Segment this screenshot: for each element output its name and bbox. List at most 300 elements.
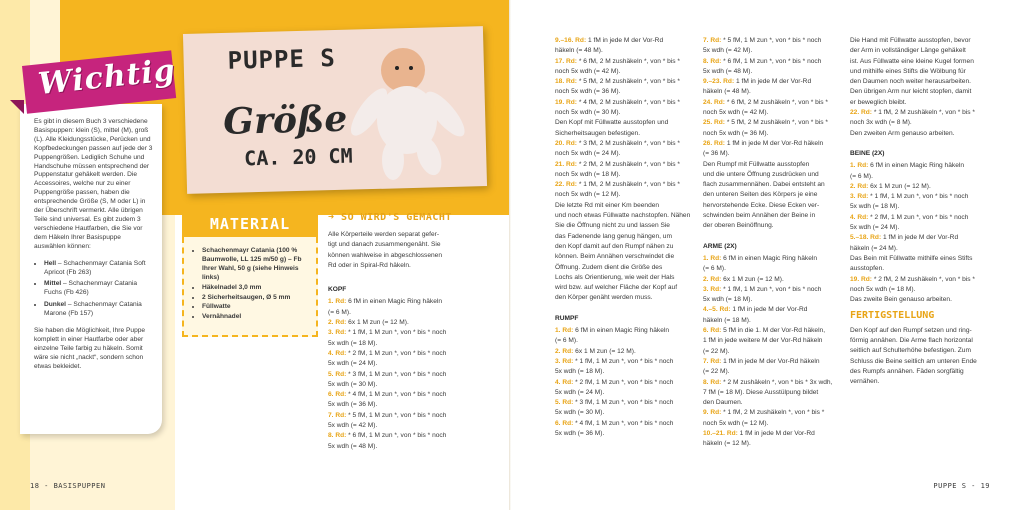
instruction-text: 5x wdh (= 18 M). <box>703 296 753 304</box>
instruction-text: * 1 fM, 1 M zun *, von * bis * noch <box>721 285 822 293</box>
instruction-text: * 3 fM, 1 M zun *, von * bis * noch <box>573 399 674 407</box>
instruction-line <box>555 201 705 211</box>
instruction-text: * 2 fM, 2 M zushäkeln *, von * bis * <box>871 275 975 283</box>
instruction-text: noch 5x wdh (= 12 M). <box>555 191 621 199</box>
instruction-text: Den Rumpf mit Füllwatte ausstopfen <box>703 160 810 168</box>
instruction-line <box>703 264 848 274</box>
instruction-text: noch 5x wdh (= 30 M). <box>555 109 621 117</box>
instruction-line <box>328 370 488 380</box>
instruction-line <box>555 36 705 46</box>
arme-continued <box>850 36 1000 139</box>
round-number: 7. Rd: <box>703 357 722 365</box>
round-number: 1. Rd: <box>555 327 574 335</box>
instruction-line <box>555 242 705 252</box>
instruction-text: 6 fM in einen Magic Ring häkeln <box>346 298 442 306</box>
round-number: 7. Rd: <box>703 37 722 44</box>
instruction-line <box>328 421 488 431</box>
instruction-text: den Daumen. <box>703 399 743 407</box>
instruction-line <box>703 367 848 377</box>
kopf-list <box>328 297 488 451</box>
instruction-text: (= 6 M). <box>328 308 351 316</box>
instruction-text: * 1 fM, 2 M zushäkeln *, von * bis * <box>871 109 975 117</box>
instruction-line <box>850 295 1000 305</box>
instruction-line <box>555 211 705 221</box>
instruction-text: 1 fM in jede M der Vor-Rd <box>734 78 812 86</box>
instruction-line <box>555 378 705 388</box>
instruction-text: der Arm in vollständiger Länge gehäkelt <box>850 47 966 55</box>
instruction-text: häkeln (= 18 M). <box>703 316 751 324</box>
instruction-line <box>555 336 705 346</box>
so-wirds-heading: ➜ SO WIRD'S GEMACHT <box>328 212 452 223</box>
instruction-text: Die Hand mit Füllwatte ausstopfen, bevor <box>850 37 971 44</box>
instruction-line <box>555 160 705 170</box>
instruction-text: * 1 fM, 1 M zun *, von * bis * noch <box>573 357 674 365</box>
instruction-text: 5x wdh (= 30 M). <box>555 409 605 417</box>
instruction-text: und mithilfe eines Stifts die Wölbung für <box>850 67 966 75</box>
instruction-line <box>555 108 705 118</box>
instruction-line <box>850 118 1000 128</box>
instruction-text: 5x wdh (= 18 M). <box>328 339 378 347</box>
instruction-line <box>703 419 848 429</box>
instruction-line <box>703 129 848 139</box>
instruction-line <box>555 357 705 367</box>
instruction-text: 5x wdh (= 24 M). <box>555 388 605 396</box>
instruction-text: den Körper genäht werden muss. <box>555 294 653 302</box>
instruction-text: * 1 fM, 2 M zushäkeln *, von * bis * <box>721 409 825 417</box>
instruction-line <box>555 170 705 180</box>
instruction-text: Den Kopf auf den Rumpf setzen und ring- <box>850 326 972 334</box>
round-number: 4.–5. Rd: <box>703 306 731 314</box>
instruction-line <box>328 411 488 421</box>
round-number: 26. Rd: <box>703 139 725 147</box>
instruction-line <box>703 398 848 408</box>
instruction-line <box>555 283 705 293</box>
instruction-text: * 4 fM, 1 M zun *, von * bis * noch <box>573 419 674 427</box>
instruction-text: Lochs als Orientierung, wie weit der Hals <box>555 273 675 281</box>
instruction-line <box>555 326 705 336</box>
round-number: 5. Rd: <box>328 370 347 378</box>
instruction-line <box>555 429 705 439</box>
round-number: 8. Rd: <box>328 432 347 440</box>
instruction-line <box>850 129 1000 139</box>
instruction-text: Sicherheitsaugen befestigen. <box>555 129 641 137</box>
instruction-line <box>555 221 705 231</box>
instruction-text: * 5 fM, 1 M zun *, von * bis * noch <box>346 411 447 419</box>
board-title: PUPPE S <box>227 43 337 75</box>
instruction-text: * 2 fM, 1 M zun *, von * bis * noch <box>346 349 447 357</box>
instruction-line <box>850 57 1000 67</box>
instruction-text: noch 5x wdh (= 18 M). <box>555 170 621 178</box>
instruction-text: * 2 fM, 1 M zun *, von * bis * noch <box>868 213 969 221</box>
instruction-text: noch 3x wdh (= 8 M). <box>850 119 912 127</box>
material-item: • Vernähnadel <box>202 313 310 322</box>
instruction-line <box>555 129 705 139</box>
instruction-text: * 2 M zushäkeln *, von * bis * 3x wdh, <box>721 378 833 386</box>
instruction-line <box>555 139 705 149</box>
instruction-line <box>555 118 705 128</box>
round-number: 17. Rd: <box>555 57 577 65</box>
instruction-text: Den Kopf mit Füllwatte ausstopfen und <box>555 119 669 127</box>
instruction-line <box>555 57 705 67</box>
round-number: 22. Rd: <box>850 109 872 117</box>
instruction-text: * 1 fM, 1 M zun *, von * bis * noch <box>868 193 969 201</box>
instruction-line <box>703 67 848 77</box>
round-number: 19. Rd: <box>850 275 872 283</box>
instruction-text: Das zweite Bein genauso arbeiten. <box>850 296 952 304</box>
page-fold <box>509 0 511 510</box>
instruction-text: * 5 fM, 2 M zushäkeln *, von * bis * <box>576 78 680 86</box>
instruction-line <box>703 347 848 357</box>
instruction-line <box>555 273 705 283</box>
instruction-text: * 3 fM, 2 M zushäkeln *, von * bis * <box>576 139 680 147</box>
instruction-line <box>850 213 1000 223</box>
instruction-line <box>555 77 705 87</box>
column-4 <box>850 36 1000 388</box>
instruction-text: und noch etwas Füllwatte nachstopfen. Nähen <box>555 212 691 220</box>
round-number: 3. Rd: <box>703 285 722 293</box>
instruction-text: 1 fM in jede M der Vor-Rd <box>737 429 815 437</box>
instruction-text: 6 fM in einen Magic Ring häkeln <box>573 327 669 335</box>
skin-color-item: • Mittel – Schachenmayr Catania Fuchs (Fb 426) <box>44 280 154 298</box>
instruction-line <box>703 118 848 128</box>
round-number: 9. Rd: <box>703 409 722 417</box>
instruction-text: (= 36 M). <box>703 150 730 158</box>
instruction-line <box>850 223 1000 233</box>
instruction-text: Schluss die Beine seitlich am unteren Ende <box>850 357 977 365</box>
instruction-line <box>328 349 488 359</box>
instruction-text: 6 fM in einen Magic Ring häkeln <box>721 254 817 262</box>
instruction-line <box>328 339 488 349</box>
material-item: • Füllwatte <box>202 303 310 312</box>
instruction-line <box>328 328 488 338</box>
instruction-text: 6x 1 M zun (= 12 M). <box>346 319 409 327</box>
material-item: • 2 Sicherheitsaugen, Ø 5 mm <box>202 294 310 303</box>
instruction-line <box>703 190 848 200</box>
arme-heading: ARME (2X) <box>703 242 737 250</box>
instruction-text: Öffnung. Zudem dient die Größe des <box>555 263 663 271</box>
kopf-continued <box>555 36 705 304</box>
instruction-line <box>555 367 705 377</box>
instruction-text: 5x wdh (= 36 M). <box>555 429 605 437</box>
doll-photo <box>345 40 475 180</box>
round-number: 21. Rd: <box>555 160 577 168</box>
instruction-line <box>850 108 1000 118</box>
round-number: 22. Rd: <box>555 181 577 189</box>
instruction-text: * 1 fM, 1 M zun *, von * bis * noch <box>346 329 447 337</box>
instruction-line <box>328 359 488 369</box>
material-heading: MATERIAL <box>182 211 318 237</box>
instruction-text: vernähen. <box>850 378 880 386</box>
instruction-line <box>850 264 1000 274</box>
instruction-text: 6 fM in einen Magic Ring häkeln <box>868 162 964 170</box>
instruction-line <box>703 211 848 221</box>
instruction-line <box>703 180 848 190</box>
instruction-text: * 6 fM, 1 M zun *, von * bis * noch <box>721 57 822 65</box>
rumpf-list <box>555 326 705 439</box>
instruction-line <box>555 149 705 159</box>
round-number: 4. Rd: <box>328 349 347 357</box>
instruction-line <box>555 67 705 77</box>
text-line: Alle Körperteile werden separat gefer- <box>328 231 440 238</box>
instruction-line <box>328 380 488 390</box>
round-number: 8. Rd: <box>703 57 722 65</box>
instruction-line <box>328 400 488 410</box>
round-number: 3. Rd: <box>328 329 347 337</box>
instruction-line <box>703 388 848 398</box>
instruction-line <box>703 98 848 108</box>
instruction-line <box>555 388 705 398</box>
instruction-text: (= 22 M). <box>703 347 730 355</box>
instruction-text: 5x wdh (= 24 M). <box>850 224 900 232</box>
instruction-text: 6x 1 M zun (= 12 M). <box>721 275 784 283</box>
instruction-text: noch 5x wdh (= 36 M). <box>555 88 621 96</box>
instruction-line <box>703 139 848 149</box>
rumpf-heading: RUMPF <box>555 314 579 322</box>
instruction-line <box>555 408 705 418</box>
instruction-text: ausstopfen. <box>850 265 885 273</box>
instruction-line <box>328 297 488 307</box>
instruction-line <box>703 201 848 211</box>
round-number: 6. Rd: <box>328 391 347 399</box>
instruction-text: noch 5x wdh (= 12 M). <box>703 419 769 427</box>
instruction-line <box>703 46 848 56</box>
instruction-text: noch 5x wdh (= 42 M). <box>703 109 769 117</box>
instruction-text: * 5 fM, 2 M zushäkeln *, von * bis * <box>724 119 828 127</box>
column-3 <box>703 36 848 450</box>
instruction-line <box>555 419 705 429</box>
instruction-text: und die untere Öffnung zusdrücken und <box>703 170 819 178</box>
instruction-text: 5x wdh (= 18 M). <box>850 203 900 211</box>
instruction-text: (= 22 M). <box>703 368 730 376</box>
instruction-line <box>850 77 1000 87</box>
wichtig-intro: Es gibt in diesem Buch 3 verschiedene Basispuppen: klein (S), mittel (M), groß (L). Alle Kleidungsstücke, Perücken und Kopfbedeckungen passen auf jede der 3 Puppengrößen. Lediglich Schuhe und Handschuhe müssen entsprechend der Puppenstatur gehäkelt werden. Die Accessoires, welche nur zu einer Puppengröße passen, haben die entsprechende Größe (S, M oder L) in der Überschrift vermerkt. Alle übrigen Teile sind universal. Es gibt zudem 3 verschiedene Hautfarben, die Sie vor dem Häkeln Ihrer Basispuppe auswählen können: <box>34 118 153 250</box>
instruction-text: seitlich auf Schulterhöhe befestigen. Zum <box>850 347 971 355</box>
instruction-line <box>555 190 705 200</box>
instruction-text: 1 fM in jede M der Vor-Rd häkeln <box>724 139 824 147</box>
instruction-line <box>703 77 848 87</box>
instruction-text: förmig annähen. Die Arme flach horizontal <box>850 337 973 345</box>
round-number: 8. Rd: <box>703 378 722 386</box>
instruction-text: häkeln (= 12 M). <box>703 440 751 448</box>
round-number: 25. Rd: <box>703 119 725 127</box>
instruction-text: (= 6 M). <box>555 337 578 345</box>
instruction-line <box>850 377 1000 387</box>
text-line: tigt und danach zusammengenäht. Sie <box>328 241 441 249</box>
instruction-line <box>703 305 848 315</box>
intro-text <box>328 230 488 271</box>
instruction-line <box>703 295 848 305</box>
skin-color-item: • Dunkel – Schachenmayr Catania Marone (Fb 157) <box>44 301 154 319</box>
instruction-text: Den zweiten Arm genauso arbeiten. <box>850 129 955 137</box>
instruction-text: noch 5x wdh (= 18 M). <box>850 285 916 293</box>
instruction-text: 1 fM in jede M der Vor-Rd <box>881 234 959 242</box>
footer-left: 18 - BASISPUPPEN <box>30 482 106 490</box>
instruction-line <box>703 378 848 388</box>
text-line: Rd oder in Spiral-Rd häkeln. <box>328 261 411 269</box>
instruction-text: 1 fM in jede M der Vor-Rd <box>730 306 808 314</box>
instruction-text: Sie die Öffnung nicht zu und lassen Sie <box>555 222 670 230</box>
text-line: können wahlweise in abgeschlossenen <box>328 251 443 259</box>
instruction-line <box>850 275 1000 285</box>
instruction-text: * 6 fM, 1 M zun *, von * bis * noch <box>346 432 447 440</box>
beine-heading: BEINE (2X) <box>850 149 885 157</box>
instruction-text: den Daumen noch weiter herausarbeiten. <box>850 78 971 86</box>
instruction-text: 6x 1 M zun (= 12 M). <box>573 347 636 355</box>
instruction-line <box>703 57 848 67</box>
round-number: 2. Rd: <box>850 182 869 190</box>
instruction-text: können. Beim Annähen verschwindet die <box>555 253 675 261</box>
instruction-text: 5x wdh (= 48 M). <box>703 67 753 75</box>
material-box <box>182 237 318 337</box>
instruction-text: 5x wdh (= 24 M). <box>328 360 378 368</box>
instruction-text: 5x wdh (= 42 M). <box>703 47 753 55</box>
round-number: 19. Rd: <box>555 98 577 106</box>
instruction-text: * 2 fM, 2 M zushäkeln *, von * bis * <box>576 160 680 168</box>
instruction-text: häkeln (= 48 M). <box>555 47 603 55</box>
round-number: 3. Rd: <box>555 357 574 365</box>
instruction-line <box>850 357 1000 367</box>
instruction-text: 5 fM in die 1. M der Vor-Rd häkeln, <box>721 327 826 335</box>
instruction-text: den unteren Seiten des Körpers je eine <box>703 191 818 199</box>
instruction-text: 5x wdh (= 48 M). <box>328 442 378 450</box>
instruction-text: den Kopf damit auf den Rumpf nähen zu <box>555 242 674 250</box>
instruction-line <box>850 285 1000 295</box>
round-number: 1. Rd: <box>328 298 347 306</box>
ribbon-tail <box>10 100 24 114</box>
instruction-text: häkeln (= 48 M). <box>703 88 751 96</box>
round-number: 2. Rd: <box>555 347 574 355</box>
instruction-line <box>555 98 705 108</box>
column-2 <box>555 36 705 439</box>
instruction-line <box>850 98 1000 108</box>
instruction-line <box>328 431 488 441</box>
kopf-heading: KOPF <box>328 286 347 294</box>
round-number: 10.–21. Rd: <box>703 429 738 437</box>
instruction-line <box>328 308 488 318</box>
instruction-text: 5x wdh (= 18 M). <box>555 368 605 376</box>
instruction-text: * 4 fM, 1 M zun *, von * bis * noch <box>346 391 447 399</box>
instruction-text: 1 fM in jede M der Vor-Rd häkeln <box>721 357 820 365</box>
instruction-line <box>703 36 848 46</box>
instruction-text: er beweglich bleibt. <box>850 98 907 106</box>
round-number: 2. Rd: <box>703 275 722 283</box>
fertig-heading: FERTIGSTELLUNG <box>850 310 935 322</box>
instruction-text: des Rumpfs annähen. Fäden sorgfältig <box>850 367 964 375</box>
instruction-text: 1 fM in jede weitere M der Vor-Rd häkeln <box>703 337 823 345</box>
instruction-text: noch 5x wdh (= 36 M). <box>703 129 769 137</box>
instruction-line <box>555 263 705 273</box>
round-number: 6. Rd: <box>703 327 722 335</box>
instruction-line <box>555 46 705 56</box>
instruction-text: Die letzte Rd mit einer Km beenden <box>555 201 660 209</box>
round-number: 2. Rd: <box>328 319 347 327</box>
instruction-text: * 5 fM, 1 M zun *, von * bis * noch <box>721 37 822 44</box>
instruction-line <box>703 439 848 449</box>
instruction-text: der oberen Beinöffnung. <box>703 222 774 230</box>
instruction-line <box>850 244 1000 254</box>
instruction-line <box>850 67 1000 77</box>
instruction-text: * 1 fM, 2 M zushäkeln *, von * bis * <box>576 181 680 189</box>
instruction-line <box>703 336 848 346</box>
instruction-line <box>555 87 705 97</box>
instruction-line <box>703 108 848 118</box>
instruction-text: wird bzw. auf welcher Fläche der Kopf auf <box>555 284 678 292</box>
instruction-line <box>555 293 705 303</box>
instruction-line <box>850 326 1000 336</box>
instruction-line <box>703 285 848 295</box>
round-number: 5. Rd: <box>555 399 574 407</box>
instruction-text: schwinden beim Annähen der Beine in <box>703 212 816 220</box>
instruction-text: (= 6 M). <box>850 172 873 180</box>
instruction-line <box>703 357 848 367</box>
round-number: 5.–18. Rd: <box>850 234 882 242</box>
instruction-line <box>703 429 848 439</box>
instruction-text: 1 fM in jede M der Vor-Rd <box>586 37 664 44</box>
instruction-text: flach zusammennähen. Dabei entsteht an <box>703 181 825 189</box>
instruction-line <box>703 149 848 159</box>
instruction-line <box>850 172 1000 182</box>
skin-color-item: • Hell – Schachenmayr Catania Soft Apricot (Fb 263) <box>44 260 154 278</box>
instruction-text: ist. Aus Füllwatte eine kleine Kugel formen <box>850 57 974 65</box>
instruction-text: * 3 fM, 1 M zun *, von * bis * noch <box>346 370 447 378</box>
instruction-text: * 2 fM, 1 M zun *, von * bis * noch <box>573 378 674 386</box>
instruction-line <box>555 232 705 242</box>
instruction-text: 6x 1 M zun (= 12 M). <box>868 182 931 190</box>
instruction-line <box>328 318 488 328</box>
instruction-line <box>850 367 1000 377</box>
instruction-line <box>703 275 848 285</box>
round-number: 20. Rd: <box>555 139 577 147</box>
round-number: 6. Rd: <box>555 419 574 427</box>
instruction-line <box>555 398 705 408</box>
instruction-text: hervorstehende Ecke. Diese Ecken ver- <box>703 201 820 209</box>
instruction-line <box>703 160 848 170</box>
instruction-text: das Fadenende lang genug hängen, um <box>555 232 672 240</box>
round-number: 9.–16. Rd: <box>555 37 587 44</box>
instruction-line <box>850 346 1000 356</box>
round-number: 7. Rd: <box>328 411 347 419</box>
instruction-line <box>555 347 705 357</box>
instruction-text: * 6 fM, 2 M zushäkeln *, von * bis * <box>576 57 680 65</box>
instruction-text: noch 5x wdh (= 24 M). <box>555 150 621 158</box>
instruction-text: * 6 fM, 2 M zushäkeln *, von * bis * <box>724 98 828 106</box>
instruction-line <box>328 442 488 452</box>
material-item: • Schachenmayr Catania (100 % Baumwolle, LL 125 m/50 g) – Fb Ihrer Wahl, 50 g (siehe Hinweis links) <box>202 247 310 283</box>
footer-right: PUPPE S - 19 <box>933 482 990 490</box>
beine-list <box>850 161 1000 305</box>
instruction-line <box>703 326 848 336</box>
instruction-line <box>703 221 848 231</box>
instruction-line <box>850 36 1000 46</box>
instruction-line <box>555 180 705 190</box>
instruction-text: häkeln (= 24 M). <box>850 244 898 252</box>
wichtig-card <box>20 104 162 434</box>
instruction-text: noch 5x wdh (= 42 M). <box>555 67 621 75</box>
instruction-line <box>850 233 1000 243</box>
skin-color-list <box>34 260 154 319</box>
instruction-line <box>850 87 1000 97</box>
instruction-text: 5x wdh (= 36 M). <box>328 401 378 409</box>
instruction-line <box>703 408 848 418</box>
instruction-text: 7 fM (= 18 M). Diese Ausstülpung bildet <box>703 388 819 396</box>
material-item: • Häkelnadel 3,0 mm <box>202 284 310 293</box>
material-list <box>192 247 310 322</box>
instruction-line <box>850 254 1000 264</box>
fertig-list <box>850 326 1000 388</box>
round-number: 18. Rd: <box>555 78 577 86</box>
arme-list <box>703 254 848 450</box>
round-number: 1. Rd: <box>703 254 722 262</box>
